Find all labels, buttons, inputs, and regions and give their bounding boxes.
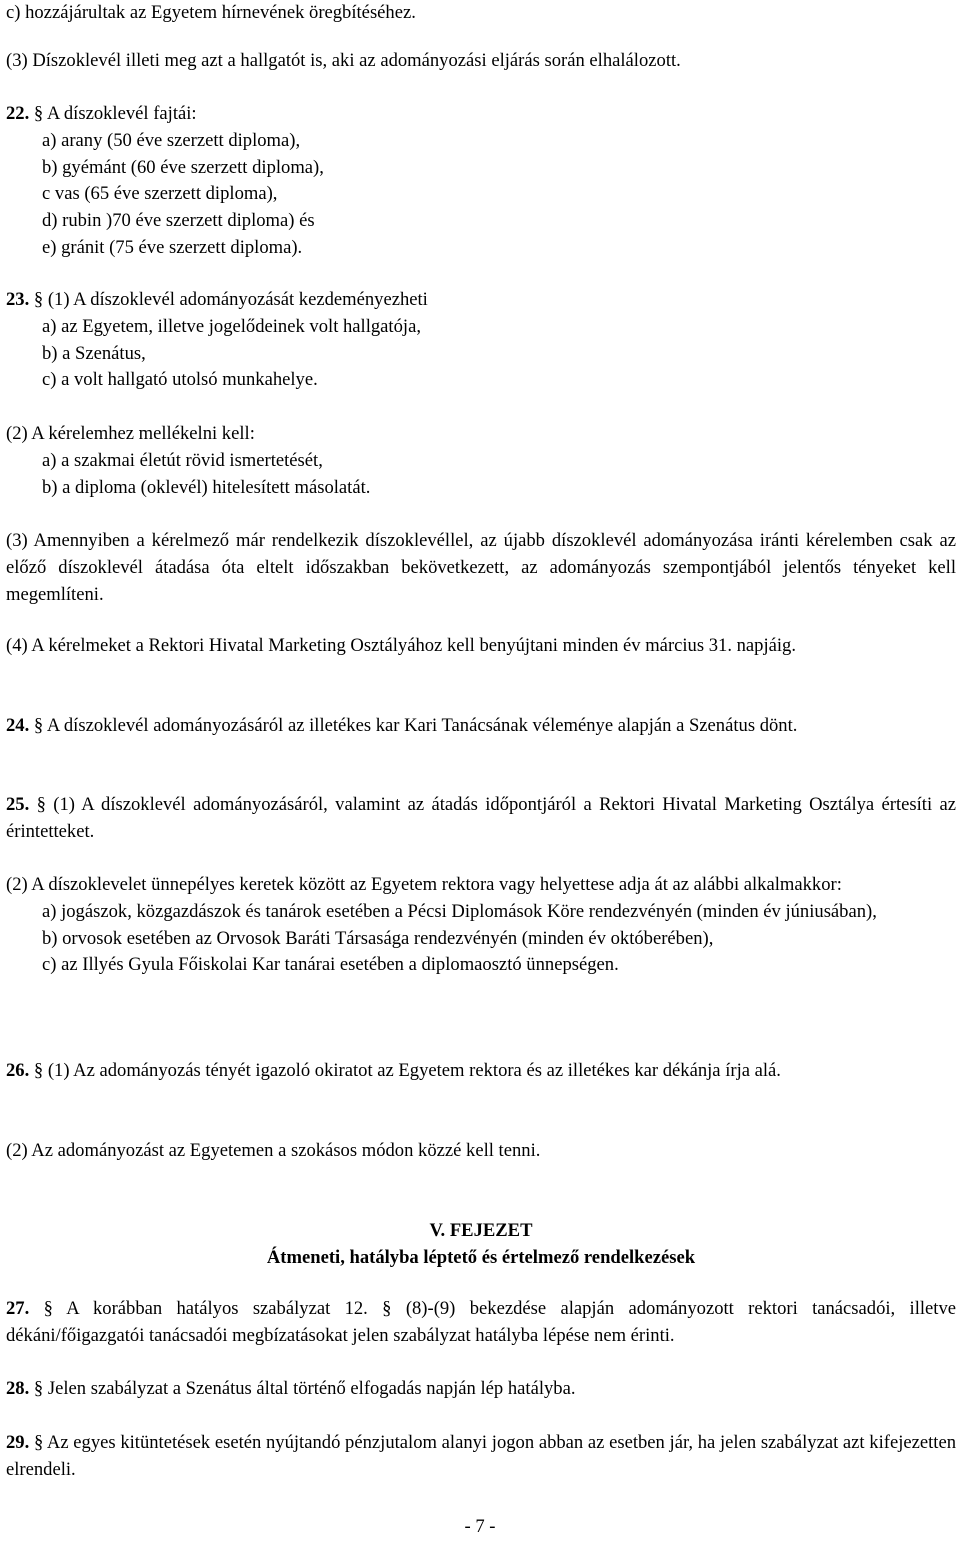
paragraph (6, 1138, 956, 1165)
section-sign: § (36, 794, 46, 815)
page-number: - 7 - (464, 1516, 496, 1537)
section-25 (6, 792, 956, 846)
section-paragraph (6, 713, 956, 740)
list-item: b) a diploma (oklevél) hitelesített másolatát. (42, 476, 371, 498)
paragraph (6, 0, 956, 27)
list-item: a) az Egyetem, illetve jogelődeinek volt hallgatója, (42, 315, 421, 337)
section-number: 26. (6, 1060, 30, 1081)
section-28 (6, 1376, 956, 1403)
section-29 (6, 1430, 956, 1484)
list-item: c) az Illyés Gyula Főiskolai Kar tanárai esetében a diplomaosztó ünnepségen. (42, 954, 619, 976)
paragraph-text: (4) A kérelmeket a Rektori Hivatal Marketing Osztályához kell benyújtani minden év március 31. napjáig. (6, 635, 796, 656)
section-23 (6, 287, 956, 394)
section-24 (6, 713, 956, 740)
paragraph-text: (3) Amennyiben a kérelmező már rendelkezik díszoklevéllel, az újabb díszoklevél adományozása iránti kérelemben csak az előző díszoklevél átadása óta eltelt időszakban bekövetkezett, az adományozás szempontjából jelentős tényeket kell megemlíteni. (6, 530, 956, 605)
section-paragraph (6, 1376, 956, 1403)
section-number: 28. (6, 1378, 30, 1399)
section-text: A díszoklevél adományozásáról az illetékes kar Kari Tanácsának véleménye alapján a Szenátus dönt. (46, 715, 798, 736)
paragraph (6, 872, 956, 979)
paragraph-text: (3) Díszoklevél illeti meg azt a hallgatót is, aki az adományozási eljárás során elhalálozott. (6, 50, 681, 71)
chapter-number: V. FEJEZET (429, 1220, 533, 1241)
paragraph-text: c) hozzájárultak az Egyetem hírnevének öregbítéséhez. (6, 2, 416, 23)
section-number: 25. (6, 794, 30, 815)
section-text: (1) Az adományozás tényét igazoló okiratot az Egyetem rektora és az illetékes kar dékánja írja alá. (47, 1060, 781, 1081)
paragraph (6, 528, 956, 608)
section-number: 27. (6, 1298, 30, 1319)
section-number: 23. (6, 289, 30, 310)
section-22 (6, 101, 956, 262)
section-text: Jelen szabályzat a Szenátus által történő elfogadás napján lép hatályba. (47, 1378, 576, 1399)
list-item: a) arany (50 éve szerzett diploma), (42, 129, 301, 151)
section-text: (1) A díszoklevél adományozásáról, valamint az átadás időpontjáról a Rektori Hivatal Marketing Osztálya értesíti az érintetteket. (6, 794, 956, 842)
list-item: c vas (65 éve szerzett diploma), (42, 183, 278, 205)
list-item: b) gyémánt (60 éve szerzett diploma), (42, 156, 324, 178)
list-item: a) jogászok, közgazdászok és tanárok esetében a Pécsi Diplomások Köre rendezvényén (minden év júniusában), (42, 900, 877, 922)
paragraph (6, 48, 956, 75)
section-text: Az egyes kitüntetések esetén nyújtandó pénzjutalom alanyi jogon abban az esetben jár, ha jelen szabályzat azt kifejezetten elrendeli. (6, 1432, 957, 1480)
section-number: 29. (6, 1432, 30, 1453)
section-sign: § (33, 289, 44, 310)
list-item: d) rubin )70 éve szerzett diploma) és (42, 210, 315, 232)
chapter-title: Átmeneti, hatályba léptető és értelmező rendelkezések (266, 1246, 696, 1268)
paragraph (6, 421, 956, 501)
paragraph-text: (2) Az adományozást az Egyetemen a szokásos módon közzé kell tenni. (6, 1140, 541, 1161)
paragraph-text: (2) A kérelemhez mellékelni kell: (6, 423, 255, 444)
section-sign: § (33, 1060, 44, 1081)
section-26 (6, 1058, 956, 1085)
list-item: c) a volt hallgató utolsó munkahelye. (42, 369, 318, 391)
section-paragraph (6, 792, 956, 846)
section-paragraph (6, 1058, 956, 1085)
section-paragraph (6, 1296, 956, 1350)
paragraph (6, 633, 956, 660)
section-text: A díszoklevél fajtái: (46, 103, 197, 124)
chapter-heading (6, 1218, 956, 1272)
section-heading-line (6, 101, 956, 128)
section-sign: § (43, 1298, 53, 1319)
section-heading-line (6, 287, 956, 314)
list-item: b) orvosok esetében az Orvosok Baráti Társasága rendezvényén (minden év októberében), (42, 927, 714, 949)
section-paragraph (6, 1430, 956, 1484)
section-number: 22. (6, 103, 30, 124)
section-sign: § (33, 715, 44, 736)
section-27 (6, 1296, 956, 1350)
section-sign: § (33, 1378, 44, 1399)
section-sign: § (33, 1432, 44, 1453)
section-number: 24. (6, 715, 30, 736)
list-item: e) gránit (75 éve szerzett diploma). (42, 236, 303, 258)
section-text: A korábban hatályos szabályzat 12. § (8)-(9) bekezdése alapján adományozott rektori tanácsadói, illetve dékáni/főigazgatói tanácsadói megbízatásokat jelen szabályzat hatályba lépése nem érinti. (6, 1298, 957, 1346)
list-item: b) a Szenátus, (42, 342, 146, 364)
section-sign: § (33, 103, 44, 124)
paragraph-text: (2) A díszoklevelet ünnepélyes keretek között az Egyetem rektora vagy helyettese adja át az alábbi alkalmakkor: (6, 874, 842, 895)
list-item: a) a szakmai életút rövid ismertetését, (42, 449, 323, 471)
section-text: (1) A díszoklevél adományozását kezdeményezheti (47, 289, 428, 310)
